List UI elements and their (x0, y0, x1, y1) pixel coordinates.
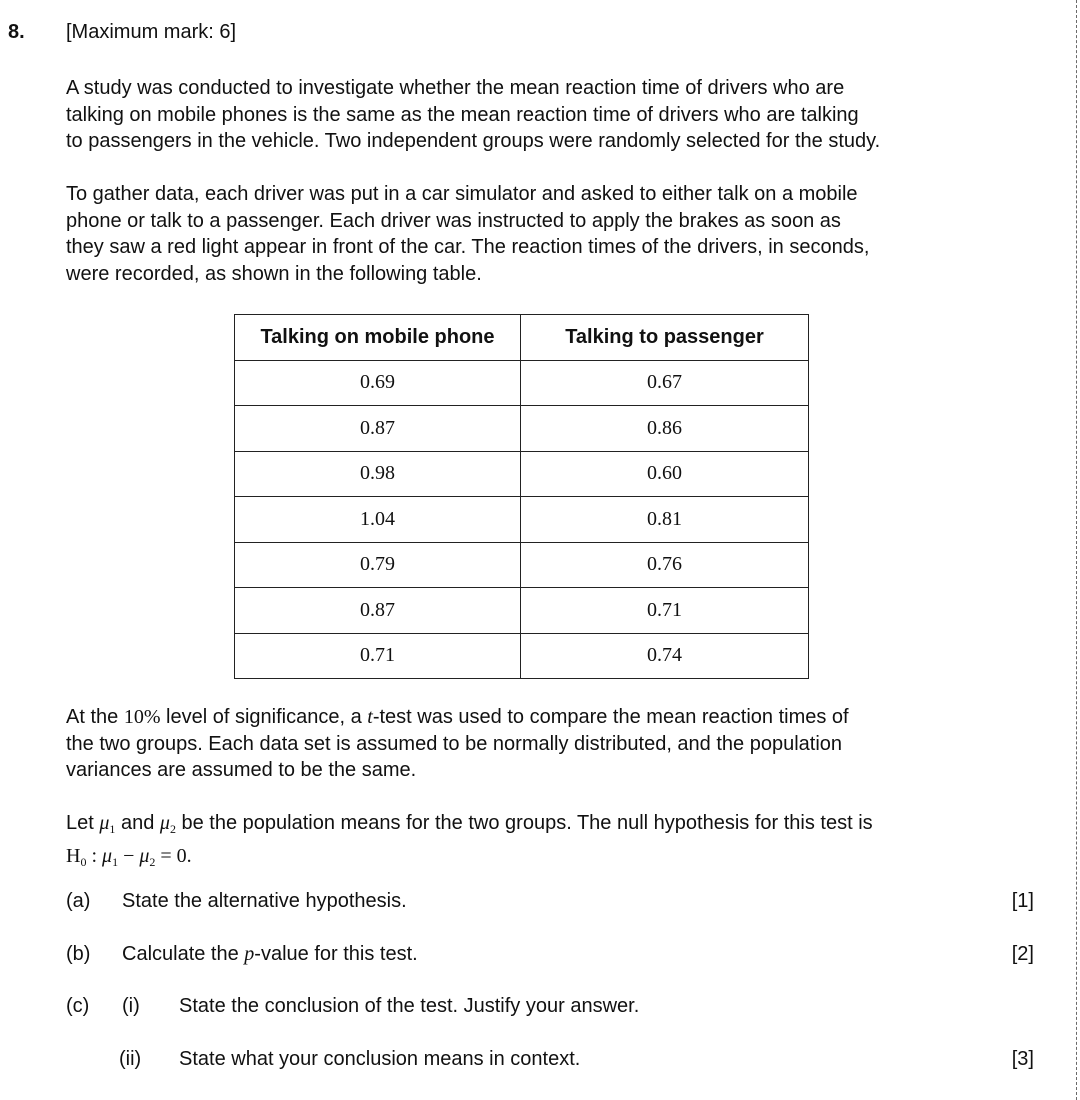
text-line (66, 810, 996, 843)
table-row (235, 588, 809, 634)
subscript: 1 (109, 822, 116, 836)
text-run: At the (66, 706, 124, 728)
part-b-text (122, 943, 418, 966)
text-line: were recorded, as shown in the following table. (66, 262, 482, 285)
part-c-i-text: State the conclusion of the test. Justify your answer. (179, 995, 640, 1017)
reaction-times-table (234, 314, 809, 679)
table-row (235, 360, 809, 406)
h-symbol: H (66, 844, 81, 867)
equals-zero: = 0. (155, 844, 192, 867)
subscript: 2 (169, 822, 176, 836)
table-header-row (235, 315, 809, 361)
table-cell: 0.98 (235, 451, 521, 497)
table-cell: 0.71 (235, 633, 521, 679)
text-run: -value for this test. (254, 943, 418, 965)
mu-symbol: μ (102, 844, 113, 867)
part-c-label: (c) (66, 995, 90, 1017)
table-cell: 0.76 (521, 542, 809, 588)
p-symbol: p (244, 943, 255, 965)
text-run: -test was used to compare the mean reaction times of (372, 706, 849, 728)
test-description-paragraph (66, 704, 996, 784)
table-cell: 0.86 (521, 406, 809, 452)
table-cell: 0.60 (521, 451, 809, 497)
significance-level: 10% (123, 706, 161, 728)
table-cell: 1.04 (235, 497, 521, 543)
mu-symbol: μ (99, 812, 110, 834)
table-row (235, 633, 809, 679)
text-run: level of significance, a (160, 706, 368, 728)
table-cell: 0.79 (235, 542, 521, 588)
text-line: phone or talk to a passenger. Each driver was instructed to apply the brakes as soon as (66, 209, 841, 232)
maximum-mark: [Maximum mark: 6] (66, 21, 237, 43)
table-cell: 0.74 (521, 633, 809, 679)
text-line: the two groups. Each data set is assumed to be normally distributed, and the population (66, 732, 843, 755)
table-cell: 0.81 (521, 497, 809, 543)
t-symbol: t (367, 706, 373, 728)
text-line: variances are assumed to be the same. (66, 759, 417, 781)
colon: : (86, 844, 103, 867)
hypothesis-paragraph (66, 810, 996, 875)
text-line: they saw a red light appear in front of the car. The reaction times of the drivers, in seconds, (66, 236, 870, 258)
part-a-label: (a) (66, 890, 91, 912)
minus-sign: − (118, 844, 140, 867)
table-row (235, 406, 809, 452)
text-run: Calculate the (122, 943, 245, 965)
text-line: talking on mobile phones is the same as the mean reaction time of drivers who are talking (66, 103, 859, 126)
text-run: be the population means for the two groups. The null hypothesis for this test is (175, 812, 873, 834)
part-c-ii-text: State what your conclusion means in context. (179, 1048, 581, 1070)
part-c-i-label: (i) (122, 995, 140, 1017)
column-header-mobile-phone: Talking on mobile phone (235, 315, 521, 361)
part-a-text: State the alternative hypothesis. (122, 890, 407, 912)
part-b-label: (b) (66, 943, 91, 965)
text-line: To gather data, each driver was put in a car simulator and asked to either talk on a mobile (66, 183, 858, 205)
null-hypothesis-equation (66, 843, 996, 876)
table-cell: 0.69 (235, 360, 521, 406)
intro-paragraph-1 (66, 75, 996, 155)
text-run: Let (66, 812, 100, 834)
text-run: and (115, 812, 160, 834)
question-number: 8. (8, 21, 25, 43)
part-c-ii-label: (ii) (119, 1048, 142, 1070)
subscript: 0 (80, 854, 87, 869)
text-line: A study was conducted to investigate whether the mean reaction time of drivers who are (66, 77, 845, 99)
subscript: 1 (112, 854, 119, 869)
subscript: 2 (149, 854, 156, 869)
table-row (235, 451, 809, 497)
table-row (235, 497, 809, 543)
part-c-mark: [3] (1011, 1048, 1034, 1070)
text-line: to passengers in the vehicle. Two independent groups were randomly selected for the study. (66, 130, 881, 152)
mu-symbol: μ (159, 812, 170, 834)
table-cell: 0.71 (521, 588, 809, 634)
table-cell: 0.67 (521, 360, 809, 406)
table-cell: 0.87 (235, 406, 521, 452)
page-edge-rule (1076, 0, 1077, 1100)
table-cell: 0.87 (235, 588, 521, 634)
table-row (235, 542, 809, 588)
part-b-mark: [2] (1011, 943, 1034, 965)
text-line (66, 704, 996, 731)
part-a-mark: [1] (1011, 890, 1034, 912)
intro-paragraph-2 (66, 181, 996, 287)
column-header-passenger: Talking to passenger (521, 315, 809, 361)
mu-symbol: μ (139, 844, 150, 867)
